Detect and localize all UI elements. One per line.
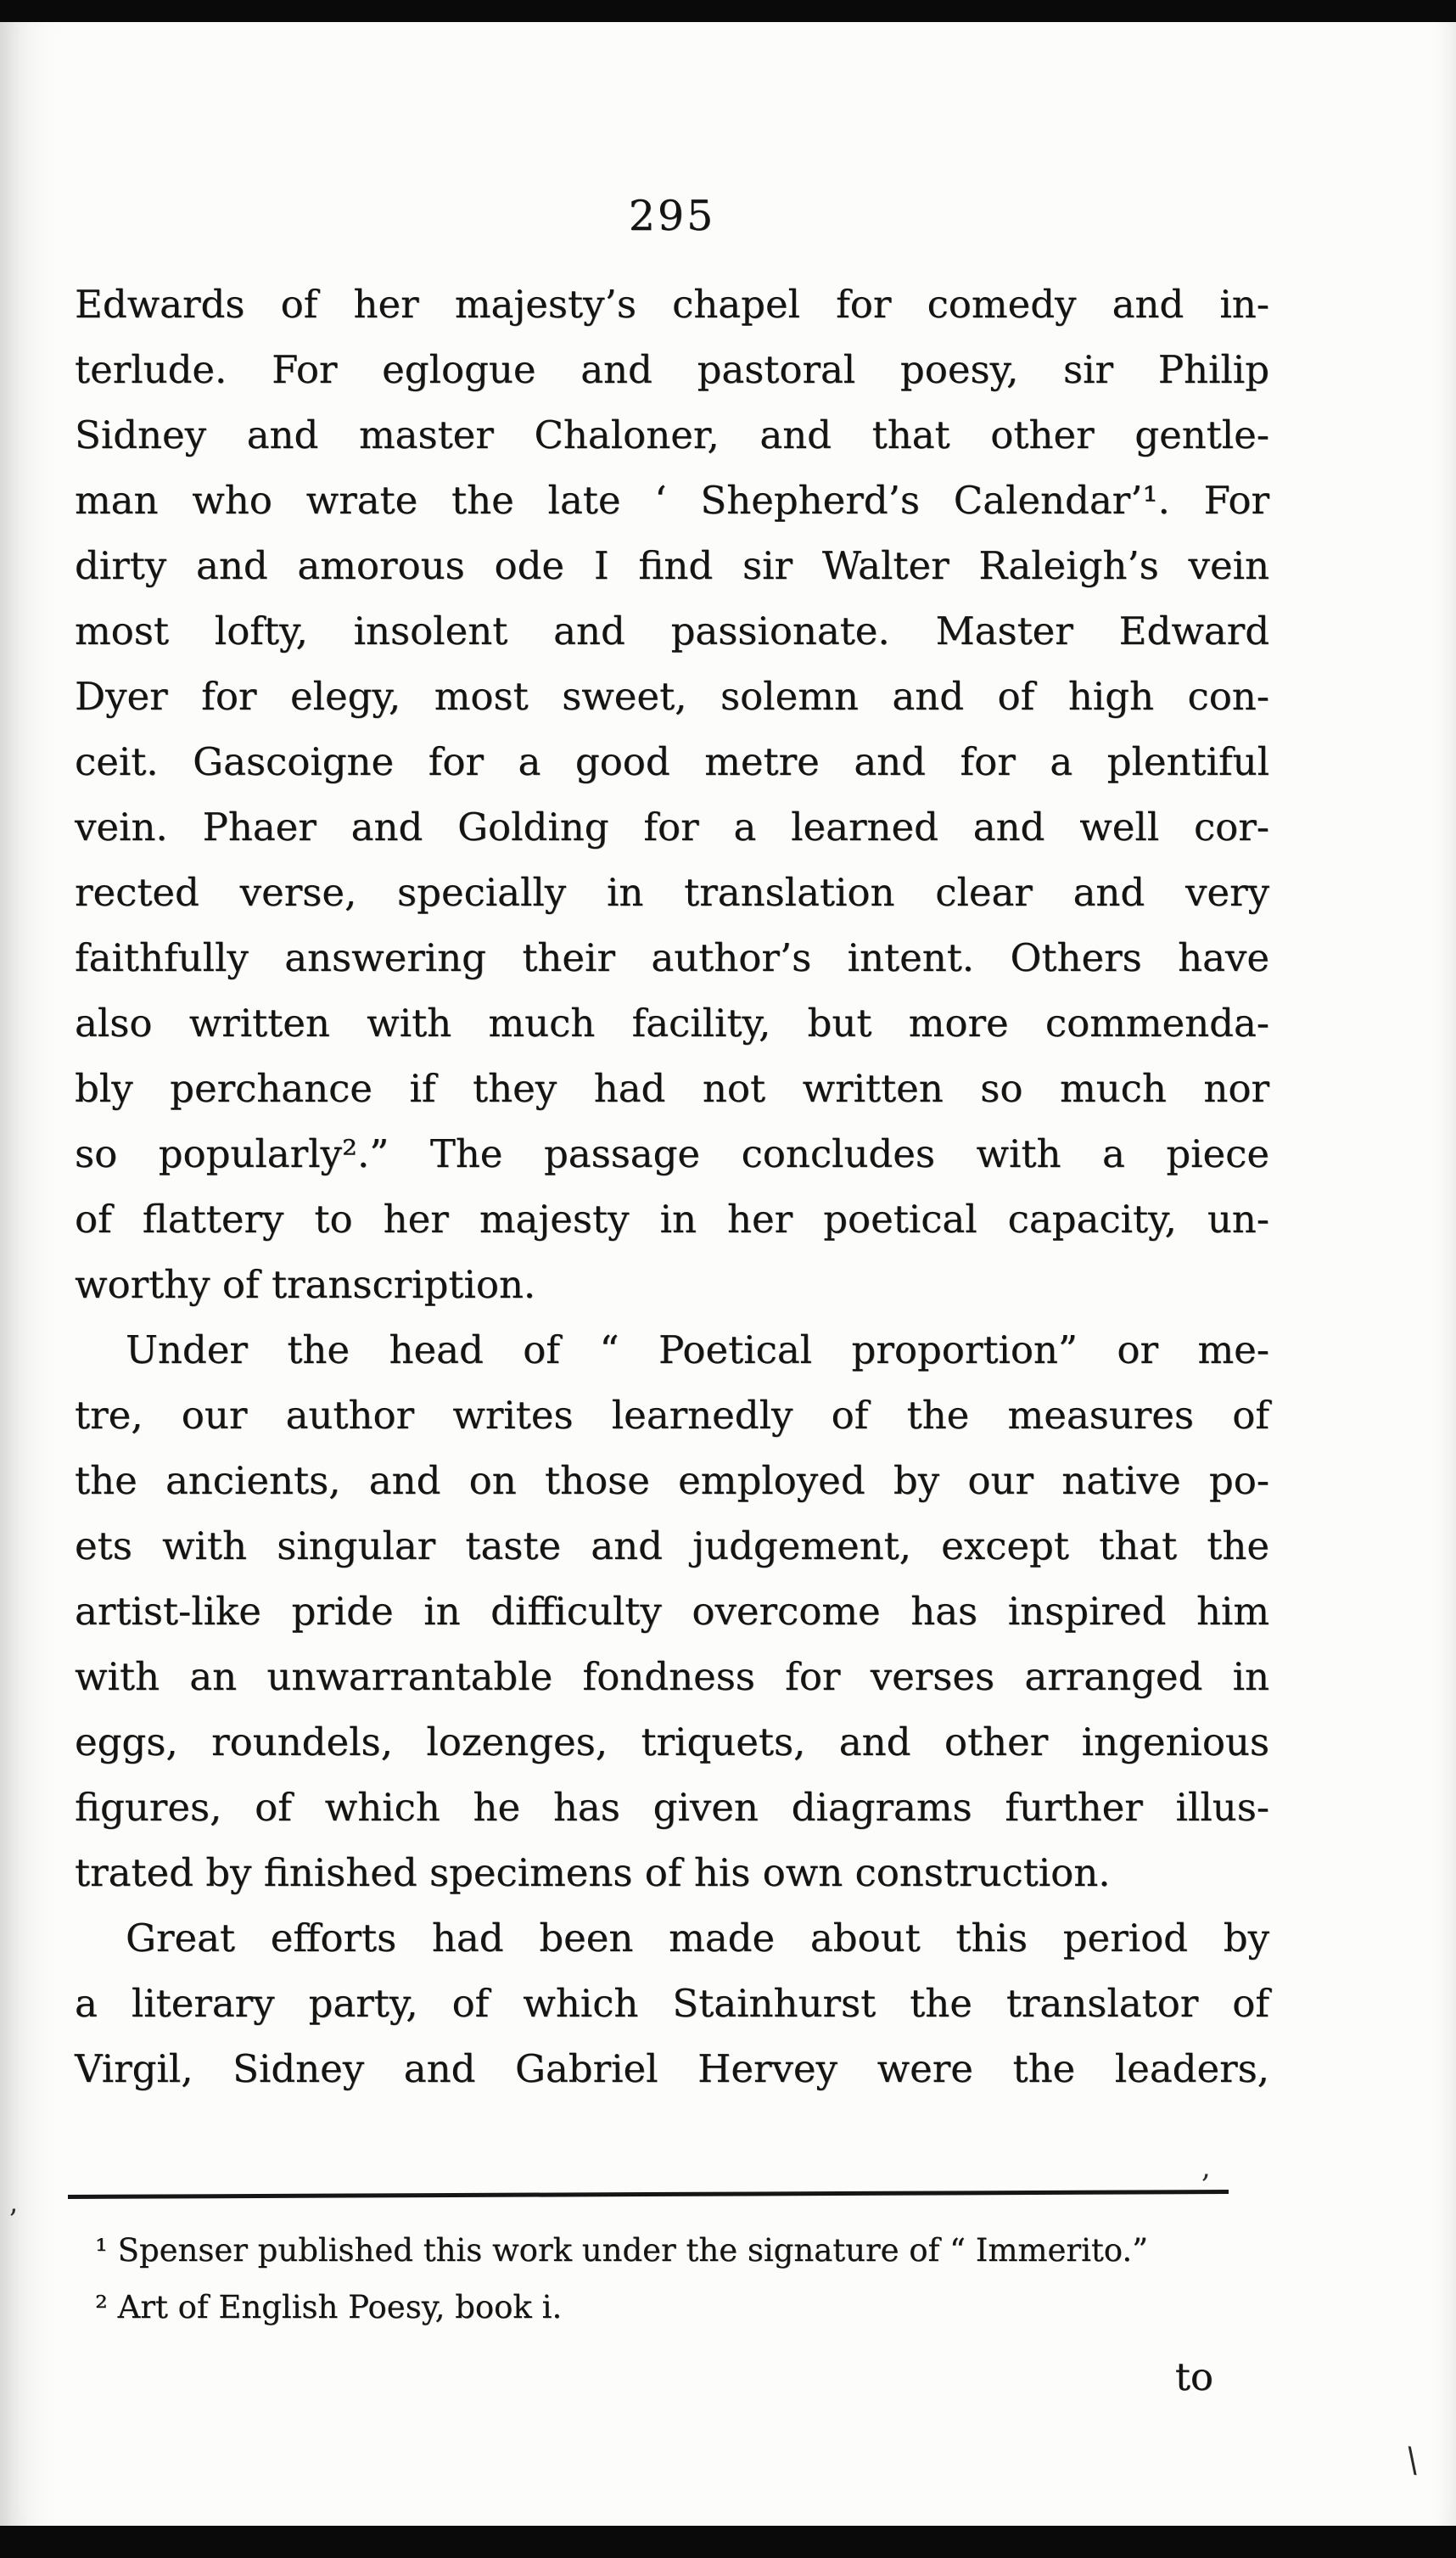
scan-artifact-bottom-right: \ [1404, 2440, 1420, 2481]
text-line: ets with singular taste and judgement, except that the [75, 1523, 1269, 1568]
text-line: Dyer for elegy, most sweet, solemn and of high con- [75, 674, 1269, 719]
text-line: of flattery to her majesty in her poetical capacity, un- [75, 1197, 1269, 1242]
text-line: figures, of which he has given diagrams further illus- [75, 1785, 1269, 1830]
text-line: Edwards of her majesty’s chapel for comedy and in- [75, 282, 1269, 327]
footnote-separator-rule [68, 2190, 1229, 2199]
text-line: dirty and amorous ode I find sir Walter Raleigh’s vein [75, 543, 1269, 588]
text-line: ceit. Gascoigne for a good metre and for a plentiful [75, 739, 1269, 784]
text-line: most lofty, insolent and passionate. Master Edward [75, 609, 1269, 654]
text-line: also written with much facility, but more commenda- [75, 1001, 1269, 1046]
scan-artifact-rule-end: , [1201, 2151, 1211, 2185]
text-line: tre, our author writes learnedly of the measures of [75, 1393, 1269, 1438]
text-line: trated by finished specimens of his own construction. [75, 1850, 1111, 1895]
text-line: rected verse, specially in translation clear and very [75, 870, 1269, 915]
text-line: so popularly².” The passage concludes with a piece [75, 1131, 1269, 1176]
text-line: artist-like pride in difficulty overcome has inspired him [75, 1589, 1269, 1634]
scan-artifact-left-margin: ’ [8, 2203, 18, 2237]
text-line: Virgil, Sidney and Gabriel Hervey were the leaders, [75, 2046, 1269, 2091]
paragraph [75, 1317, 1269, 1905]
page-number: 295 [628, 192, 716, 240]
text-line: man who wrate the late ‘ Shepherd’s Calendar’¹. For [75, 478, 1269, 523]
text-line: Under the head of “ Poetical proportion” or me- [126, 1327, 1269, 1372]
text-line: worthy of transcription. [75, 1262, 536, 1307]
body-text [75, 272, 1269, 2101]
text-line: with an unwarrantable fondness for verses arranged in [75, 1654, 1269, 1699]
paragraph [75, 272, 1269, 1317]
text-line: a literary party, of which Stainhurst the translator of [75, 1981, 1269, 2026]
text-line: Great efforts had been made about this period by [126, 1916, 1269, 1961]
text-line: terlude. For eglogue and pastoral poesy, sir Philip [75, 347, 1269, 392]
text-line: Sidney and master Chaloner, and that other gentle- [75, 412, 1269, 457]
scan-edge-bottom [0, 2526, 1456, 2558]
text-line: faithfully answering their author’s intent. Others have [75, 935, 1269, 980]
scan-edge-top [0, 0, 1456, 22]
footnote: ¹ Spenser published this work under the signature of “ Immerito.” [95, 2232, 1149, 2269]
paragraph [75, 1905, 1269, 2101]
text-line: bly perchance if they had not written so much nor [75, 1066, 1269, 1111]
catchword: to [1174, 2354, 1213, 2399]
footnotes [95, 2222, 1249, 2336]
text-line: the ancients, and on those employed by our native po- [75, 1458, 1269, 1503]
text-line: vein. Phaer and Golding for a learned and well cor- [75, 805, 1269, 850]
text-line: eggs, roundels, lozenges, triquets, and other ingenious [75, 1719, 1269, 1764]
footnote: ² Art of English Poesy, book i. [95, 2289, 563, 2325]
